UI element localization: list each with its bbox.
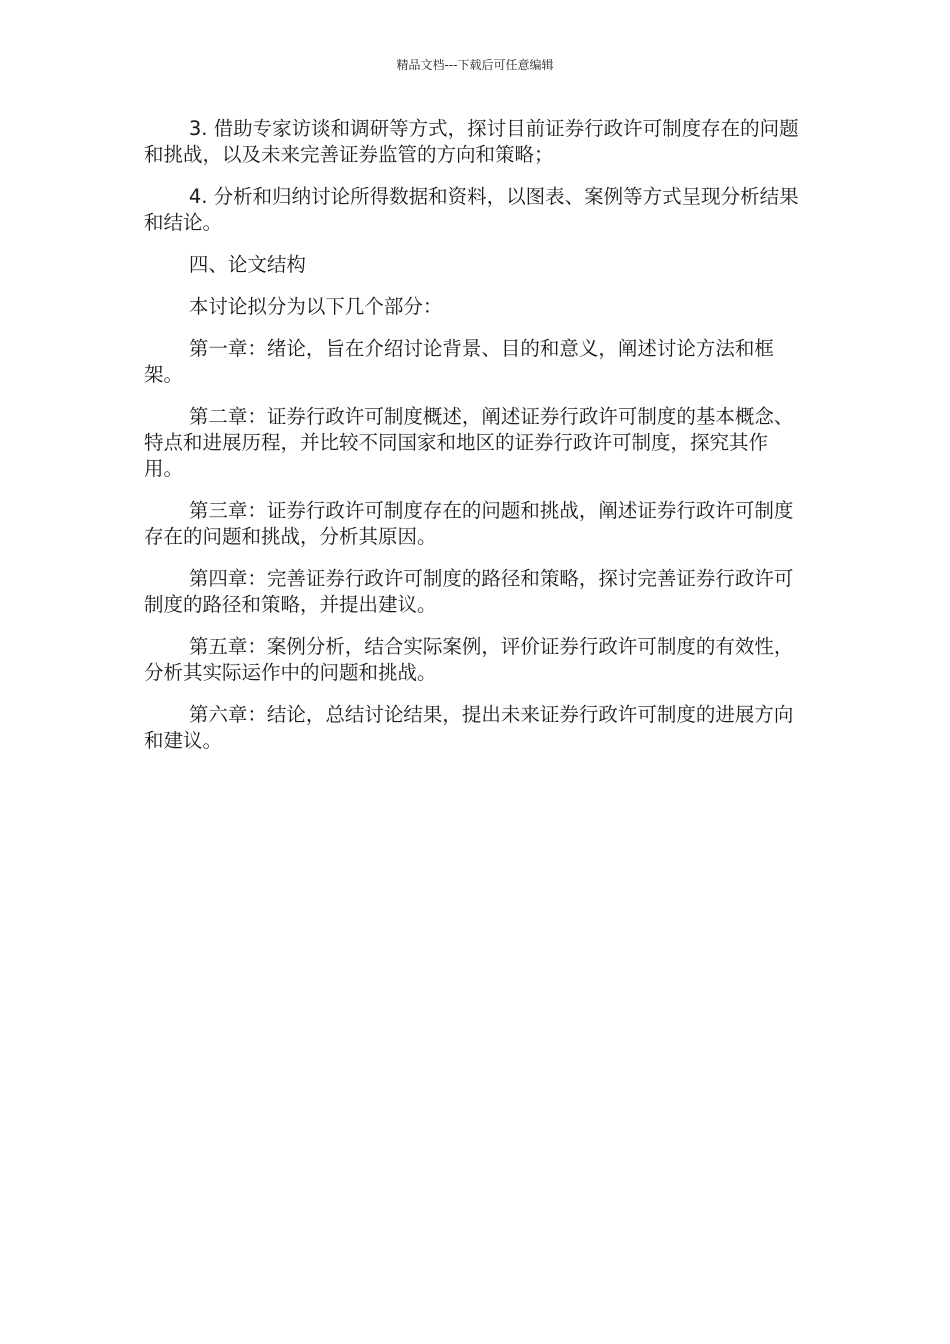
paragraph-chapter-6: 第六章：结论，总结讨论结果，提出未来证券行政许可制度的进展方向和建议。 <box>144 703 794 752</box>
document-body <box>144 116 799 770</box>
paragraph-chapter-3: 第三章：证券行政许可制度存在的问题和挑战，阐述证券行政许可制度存在的问题和挑战，分析其原因。 <box>144 499 794 548</box>
paragraph-chapter-1: 第一章：绪论，旨在介绍讨论背景、目的和意义，阐述讨论方法和框架。 <box>144 337 774 386</box>
paragraph-chapter-5: 第五章：案例分析，结合实际案例，评价证券行政许可制度的有效性，分析其实际运作中的问题和挑战。 <box>144 635 794 684</box>
paragraph-chapter-4: 第四章：完善证券行政许可制度的路径和策略，探讨完善证券行政许可制度的路径和策略，并提出建议。 <box>144 567 794 616</box>
paragraph-structure-intro: 本讨论拟分为以下几个部分： <box>188 295 443 318</box>
section-heading-structure: 四、论文结构 <box>188 253 306 276</box>
page-header: 精品文档---下载后可任意编辑 <box>396 58 554 72</box>
paragraph-chapter-2: 第二章：证券行政许可制度概述，阐述证券行政许可制度的基本概念、特点和进展历程，并比较不同国家和地区的证券行政许可制度，探究其作用。 <box>144 405 794 480</box>
paragraph-method-4: 4. 分析和归纳讨论所得数据和资料，以图表、案例等方式呈现分析结果和结论。 <box>144 185 799 234</box>
paragraph-method-3: 3. 借助专家访谈和调研等方式，探讨目前证券行政许可制度存在的问题和挑战，以及未来完善证券监管的方向和策略； <box>144 117 799 166</box>
